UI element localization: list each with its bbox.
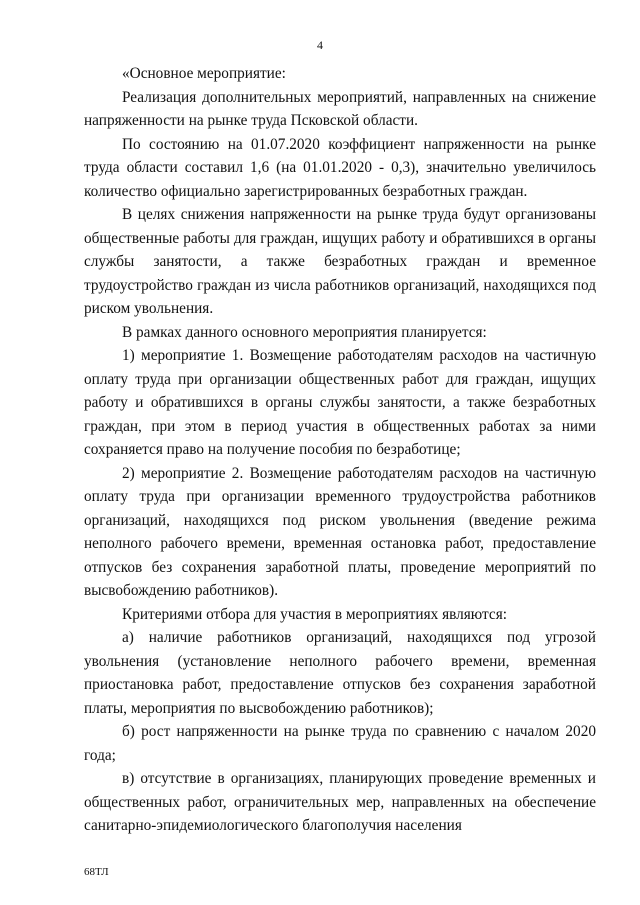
paragraph-public-works-goal: В целях снижения напряженности на рынке труда будут организованы общественные работы для граждан, ищущих работу и обратившихся в органы службы занятости, а также безработных граждан и временное трудоустройство граждан из числа работников организаций, находящихся под риском увольнения. — [84, 206, 596, 317]
paragraph-tension-coefficient: По состоянию на 01.07.2020 коэффициент напряженности на рынке труда области составил 1,6 (на 01.01.2020 - 0,3), значительно увеличилось количество официально зарегистрированных безработных граждан. — [84, 135, 596, 200]
paragraph-criterion-c: в) отсутствие в организациях, планирующих проведение временных и общественных работ, ограничительных мер, направленных на обеспечение санитарно-эпидемиологического благополучия населения — [84, 770, 596, 834]
paragraph-event-1: 1) мероприятие 1. Возмещение работодателям расходов на частичную оплату труда при организации общественных работ для граждан, ищущих работу и обратившихся в органы службы занятости, а также безработных граждан, при этом в период участия в общественных работах за ними сохраняется право на получение пособия по безработице; — [84, 347, 596, 458]
document-code: 68ТЛ — [84, 866, 109, 878]
paragraph-criteria-intro: Критериями отбора для участия в мероприятиях являются: — [122, 605, 507, 623]
paragraph-main-event-description: Реализация дополнительных мероприятий, направленных на снижение напряженности на рынке труда Псковской области. — [84, 88, 596, 129]
document-body — [84, 62, 596, 838]
paragraph-criterion-a: а) наличие работников организаций, находящихся под угрозой увольнения (установление неполного рабочего времени, временная приостановка работ, предоставление отпусков без сохранения заработной платы, мероприятия по высвобождению работников); — [84, 629, 596, 717]
paragraph-criterion-b: б) рост напряженности на рынке труда по сравнению с началом 2020 года; — [84, 723, 596, 764]
page-number: 4 — [317, 38, 323, 52]
paragraph-main-event-heading: «Основное мероприятие: — [122, 65, 286, 82]
paragraph-event-2: 2) мероприятие 2. Возмещение работодателям расходов на частичную оплату труда при организации временного трудоустройства работников организаций, находящихся под риском увольнения (введение режима неполного рабочего времени, временная остановка работ, предоставление отпусков без сохранения заработной платы, проведение мероприятий по высвобождению работников). — [84, 464, 596, 599]
paragraph-planned-intro: В рамках данного основного мероприятия планируется: — [122, 323, 487, 341]
